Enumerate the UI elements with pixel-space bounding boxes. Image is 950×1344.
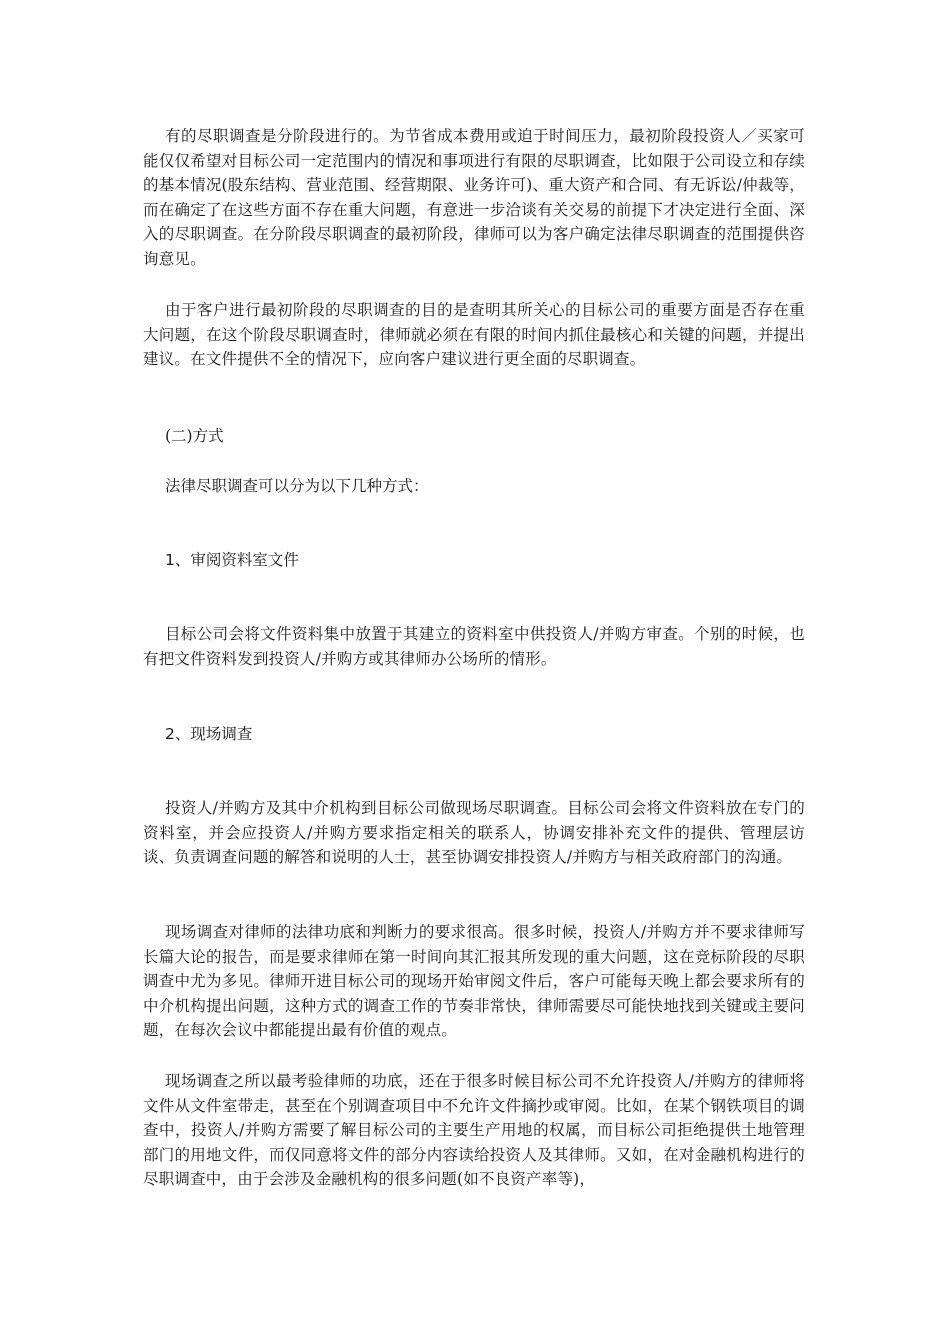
method-2-paragraph: 投资人/并购方及其中介机构到目标公司做现场尽职调查。目标公司会将文件资料放在专门的资料室，并会应投资人/并购方要求指定相关的联系人，协调安排补充文件的提供、管理层访谈、负责调查问题的解答和说明的人士，甚至协调安排投资人/并购方与相关政府部门的沟通。 [143,799,805,866]
paragraph-initial-stage-purpose: 由于客户进行最初阶段的尽职调查的目的是查明其所关心的目标公司的重要方面是否存在重大问题，在这个阶段尽职调查时，律师就必须在有限的时间内抓住最核心和关键的问题，并提出建议。在文件提供不全的情况下，应向客户建议进行更全面的尽职调查。 [143,301,805,368]
method-2-paragraph: 现场调查对律师的法律功底和判断力的要求很高。很多时候，投资人/并购方并不要求律师写长篇大论的报告，而是要求律师在第一时间向其汇报其所发现的重大问题，这在竞标阶段的尽职调查中尤为多见。律师开进目标公司的现场开始审阅文件后，客户可能每天晚上都会要求所有的中介机构提出问题，这种方式的调查工作的节奏非常快，律师需要尽可能快地找到关键或主要问题，在每次会议中都能提出最有价值的观点。 [143,923,805,1039]
method-2-heading: 2、现场调查 [165,725,253,743]
method-1-text: 目标公司会将文件资料集中放置于其建立的资料室中供投资人/并购方审查。个别的时候，也有把文件资料发到投资人/并购方或其律师办公场所的情形。 [143,625,805,668]
method-2-paragraph: 现场调查之所以最考验律师的功底，还在于很多时候目标公司不允许投资人/并购方的律师将文件从文件室带走，甚至在个别调查项目中不允许文件摘抄或审阅。比如，在某个钢铁项目的调查中，投资人/并购方需要了解目标公司的主要生产用地的权属，而目标公司拒绝提供土地管理部门的用地文件，而仅同意将文件的部分内容读给投资人及其律师。又如，在对金融机构进行的尽职调查中，由于会涉及金融机构的很多问题(如不良资产率等)， [143,1072,805,1188]
paragraph-phased-due-diligence: 有的尽职调查是分阶段进行的。为节省成本费用或迫于时间压力，最初阶段投资人／买家可能仅仅希望对目标公司一定范围内的情况和事项进行有限的尽职调查，比如限于公司设立和存续的基本情况(股东结构、营业范围、经营期限、业务许可)、重大资产和合同、有无诉讼/仲裁等，而在确定了在这些方面不存在重大问题，有意进一步洽谈有关交易的前提下才决定进行全面、深入的尽职调查。在分阶段尽职调查的最初阶段，律师可以为客户确定法律尽职调查的范围提供咨询意见。 [143,127,805,268]
methods-intro: 法律尽职调查可以分为以下几种方式： [165,477,429,495]
method-1-heading: 1、审阅资料室文件 [165,551,299,569]
section-heading-methods: (二)方式 [165,427,224,445]
